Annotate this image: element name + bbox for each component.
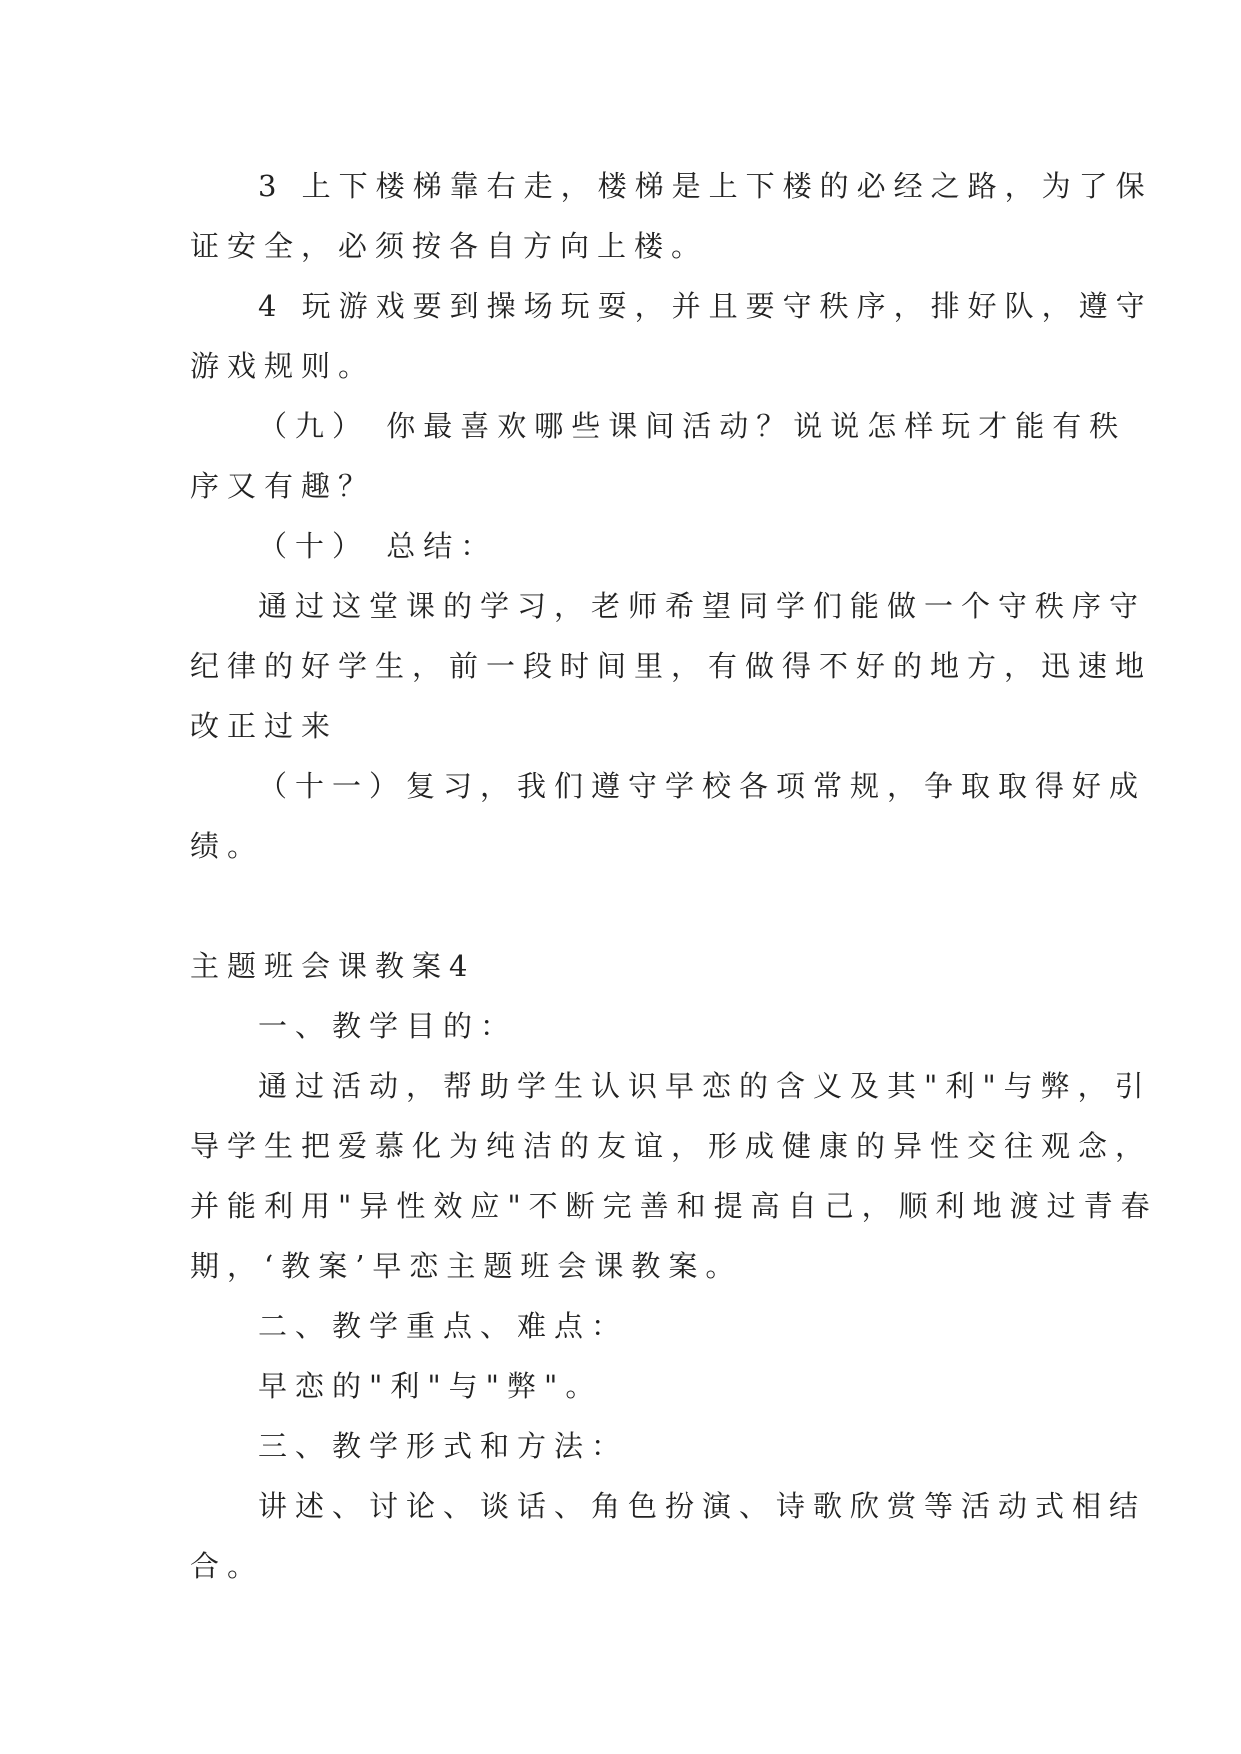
paragraph-line: 游戏规则。: [190, 349, 376, 383]
paragraph-line: 序又有趣？: [190, 469, 376, 503]
section-heading: 二、教学重点、难点：: [258, 1309, 629, 1343]
paragraph-line: （九） 你最喜欢哪些课间活动？说说怎样玩才能有秩: [258, 409, 1127, 443]
paragraph-line: 合。: [190, 1549, 265, 1583]
paragraph-line: 4 玩游戏要到操场玩耍，并且要守秩序，排好队，遵守: [258, 289, 1153, 323]
paragraph-line: 绩。: [190, 829, 265, 863]
document-title: 主题班会课教案4: [190, 949, 476, 983]
paragraph-line: 证安全，必须按各自方向上楼。: [190, 229, 709, 263]
paragraph-line: 早恋的"利"与"弊"。: [258, 1369, 603, 1403]
section-heading: 一、教学目的：: [258, 1009, 518, 1043]
paragraph-line: 通过活动，帮助学生认识早恋的含义及其"利"与弊，引: [258, 1069, 1152, 1103]
section-heading: （十） 总结：: [258, 529, 498, 563]
paragraph-line: 讲述、讨论、谈话、角色扮演、诗歌欣赏等活动式相结: [258, 1489, 1147, 1523]
paragraph-line: 纪律的好学生，前一段时间里，有做得不好的地方，迅速地: [190, 649, 1153, 683]
section-heading: 三、教学形式和方法：: [258, 1429, 629, 1463]
paragraph-line: 改正过来: [190, 709, 339, 743]
paragraph-line: （十一）复习，我们遵守学校各项常规，争取取得好成: [258, 769, 1147, 803]
paragraph-line: 导学生把爱慕化为纯洁的友谊，形成健康的异性交往观念，: [190, 1129, 1153, 1163]
paragraph-line: 期，‘教案’早恋主题班会课教案。: [190, 1249, 743, 1283]
paragraph-line: 并能利用"异性效应"不断完善和提高自己，顺利地渡过青春: [190, 1189, 1158, 1223]
paragraph-line: 通过这堂课的学习，老师希望同学们能做一个守秩序守: [258, 589, 1147, 623]
paragraph-line: 3 上下楼梯靠右走，楼梯是上下楼的必经之路，为了保: [258, 169, 1153, 203]
